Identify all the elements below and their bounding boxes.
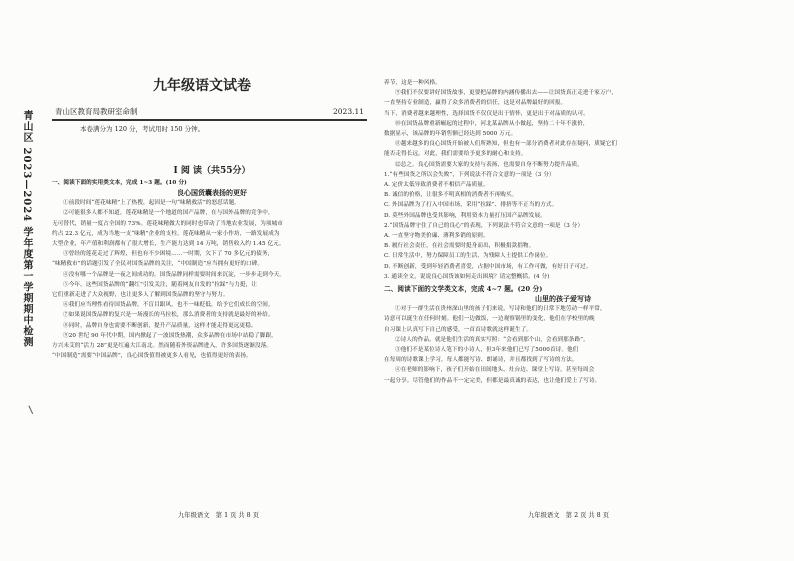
- text-line: 大型企业，年产值和利润都有了很大增长，生产能力达到 14 万吨，销售收入约 1.45 亿元。: [52, 241, 285, 248]
- text-line: 在每周的诗歌课上学习，每人都能写诗、朗诵诗，并且都找到了写诗的方法。: [384, 357, 578, 364]
- exam-date: 2023.11: [333, 107, 365, 116]
- text-line: ⑦如果说国货品牌的复兴是一场漫长的马拉松，那么消费者的支持就是最好的补给。: [63, 312, 274, 319]
- text-line: ⑫总之，良心国货需要大家的支持与表扬，也需要自身不断努力提升品质。: [395, 161, 583, 168]
- text-line: ⑥我们应当理性看待国货品牌，不盲目跟风，也不一味贬低，给予它们成长的空间。: [63, 302, 274, 309]
- text-line: 数据显示，该品牌的年销售额已经达到 5000 万元。: [384, 131, 517, 138]
- section-title: I 阅 读（共55分）: [173, 166, 251, 176]
- text-line: 一起分享。尽管他们的作品不一定完美，但都是最真诚的表达，也让他们爱上了写诗。: [384, 377, 601, 384]
- essay-title: 良心国货囊表扬的更好: [177, 188, 247, 198]
- text-line: ②可能很多人都不知道，莲花味精是一个地道的国产品牌，在与国外品牌的竞争中，: [63, 210, 274, 217]
- text-line: ④没有哪一个品牌是一夜之间成功的，国货品牌同样需要时间来沉淀，一步步走到今天。: [63, 271, 286, 278]
- header-divider: [52, 119, 367, 121]
- text-line: ②诗人的作品，就是他们生活的真实写照：“会看到那个山，会看到那条路”。: [395, 336, 589, 343]
- text-line: 方兴未艾的“活力 28”更是红遍大江南北。然而随着外资品牌进入，许多国货逐渐没落。: [52, 343, 273, 350]
- page-footer-1: 九年级语文 第 1 页 共 8 页: [178, 512, 259, 519]
- text-line: ⑪越来越多的良心国货开始被人们所熟知，但也有一部分消费者对此存在疑问，质疑它们: [395, 141, 618, 148]
- text-line: ④在老师的影响下，孩子们开始在田间地头、灶台边、课堂上写诗，甚至每周会: [395, 367, 595, 374]
- text-line: B. 履行社会责任，在社会需要时挺身而出，积极捐款捐物。: [384, 243, 535, 250]
- essay-2-paragraphs: [384, 304, 742, 386]
- text-line: “中国制造”需要“中国品牌”，良心国货值得被更多人看见，也值得更好的表扬。: [52, 353, 252, 360]
- text-line: D. 莫些外国品牌也受其影响，利用资本力量打压国产品牌发展。: [384, 212, 546, 219]
- text-line: B. 诚信的价格，让很多不明真相的消费者不再购买。: [384, 192, 518, 199]
- text-line: 一直坚持专业制造，赢得了众多消费者的信任，这是对品牌最好的回报。: [384, 100, 567, 107]
- right-paragraphs: [384, 78, 742, 282]
- text-line: 能否走得长远。对此，我们需要给予更多的耐心和支持。: [384, 151, 527, 158]
- text-line: ③他们不是某位诗人笔下的小诗人，但3年来他们已写了5000首诗。他们: [395, 347, 579, 354]
- exam-note: 本卷满分为 120 分，考试用时 150 分钟。: [80, 125, 205, 133]
- text-line: A. 一直坚守物美价廉、薄利多销的原则。: [384, 233, 489, 240]
- right-page: [384, 78, 742, 386]
- text-line: ⑧同时，品牌自身也需要不断创新，提升产品质量，这样才能走得更远更稳。: [63, 322, 257, 329]
- text-line: ①前段时间“莲花味精”上了热搜，起因是一句“味精救活”的怒怼话题。: [63, 200, 240, 207]
- text-line: 2.“国货品牌守住了自己的良心”的表现，下列说法不符合文意的一项是（3 分）: [384, 222, 584, 229]
- text-line: 1.“有些国货之所以会失败”，下列说法不符合文意的一项是（3 分）: [384, 171, 555, 178]
- essay-2-title: 山里的孩子爱写诗: [535, 294, 591, 304]
- exam-title: 九年级语文试卷: [153, 78, 251, 94]
- text-line: 当下，消费者越来越理性，选择国货不仅仅是出于情怀，更是出于对品质的认可。: [384, 110, 589, 117]
- text-line: 养节，这是一种风格。: [384, 80, 441, 86]
- page-footer-2: 九年级语文 第 2 页 共 8 页: [528, 512, 609, 519]
- text-line: 无可替代，销量一度占全国的 73%。莲花味精做大的同时也带动了当地农业发展，为项城市: [52, 220, 283, 227]
- text-line: 它们重新走进了大众视野，也让更多人了解到国货品牌的坚守与努力。: [52, 292, 229, 299]
- text-line: “味精救市”的话题引发了全民对国货品牌的关注，“中国制造”应当拥有更好的口碑。: [52, 261, 264, 268]
- essay-paragraphs: [52, 198, 372, 361]
- organization: 青山区教育局教研室命制: [55, 107, 138, 116]
- vertical-exam-title: 青山区 2023—2024 学年度第一学期期中检测: [21, 110, 32, 348]
- text-line: C. 外国品牌为了打入中国市场，采用“拉踩”、排挤等不正当的方式。: [384, 202, 558, 209]
- text-line: A. 定价太低导致消费者不相信产品质量。: [384, 182, 489, 189]
- question-2-intro: 二、阅读下面的文学类文本，完成 4~7 题。(20 分): [384, 285, 543, 294]
- text-line: 自习课上认真写下自己的感受，一首首诗歌就这样诞生了。: [384, 326, 533, 333]
- text-line: 约占 22.3 亿元，成为当地一支“味精”企业的支柱。莲花味精从一家小作坊，一路发展成为: [52, 230, 280, 237]
- text-line: ⑨我们不仅要讲好国货故事，更要把品牌的内涵传播出去——让国货真正走进千家万户，: [395, 90, 618, 97]
- text-line: C. 日常生活中，努力保障员工的生活，为残障人士提供工作岗位。: [384, 253, 552, 260]
- scan-mark: [28, 403, 38, 414]
- text-line: 3. 通读全文，说说良心国货该如何走出困境？请完整概括。(4 分): [384, 273, 550, 280]
- text-line: 诗意可以诞生在任何时刻。他们一边做饭，一边观察锅里的变化，他们在学校里的晚: [384, 316, 595, 323]
- left-body: [52, 160, 372, 361]
- text-line: ⑤今年，这些国货品牌的“翻红”引发关注，随着网友自发的“拉踩”与力挺，让: [63, 281, 258, 288]
- text-line: ⑨20 世纪 90 年代中期，国内掀起了一波国货热潮，众多品牌在市场中站稳了脚跟，: [63, 332, 277, 339]
- text-line: D. 不断创新，受到年轻消费者喜爱，占据中国市场，有工作可做，有好日子可过。: [384, 263, 592, 270]
- text-line: ③曾经的莲花走过了辉煌，但也有不少困境……一时期，欠下了 70 多亿元的债务，: [63, 251, 274, 258]
- text-line: ⑩在国货品牌重新崛起的过程中，河北某品牌从小做起，坚持二十年不涨价，: [395, 120, 589, 127]
- question-intro: 一、阅读下面的实用类文本，完成 1~3 题。(10 分): [52, 180, 187, 186]
- text-line: ①对于一群生活在贵州深山里的孩子们来说，写诗和他们的日常下地劳动一样平常，: [395, 306, 606, 313]
